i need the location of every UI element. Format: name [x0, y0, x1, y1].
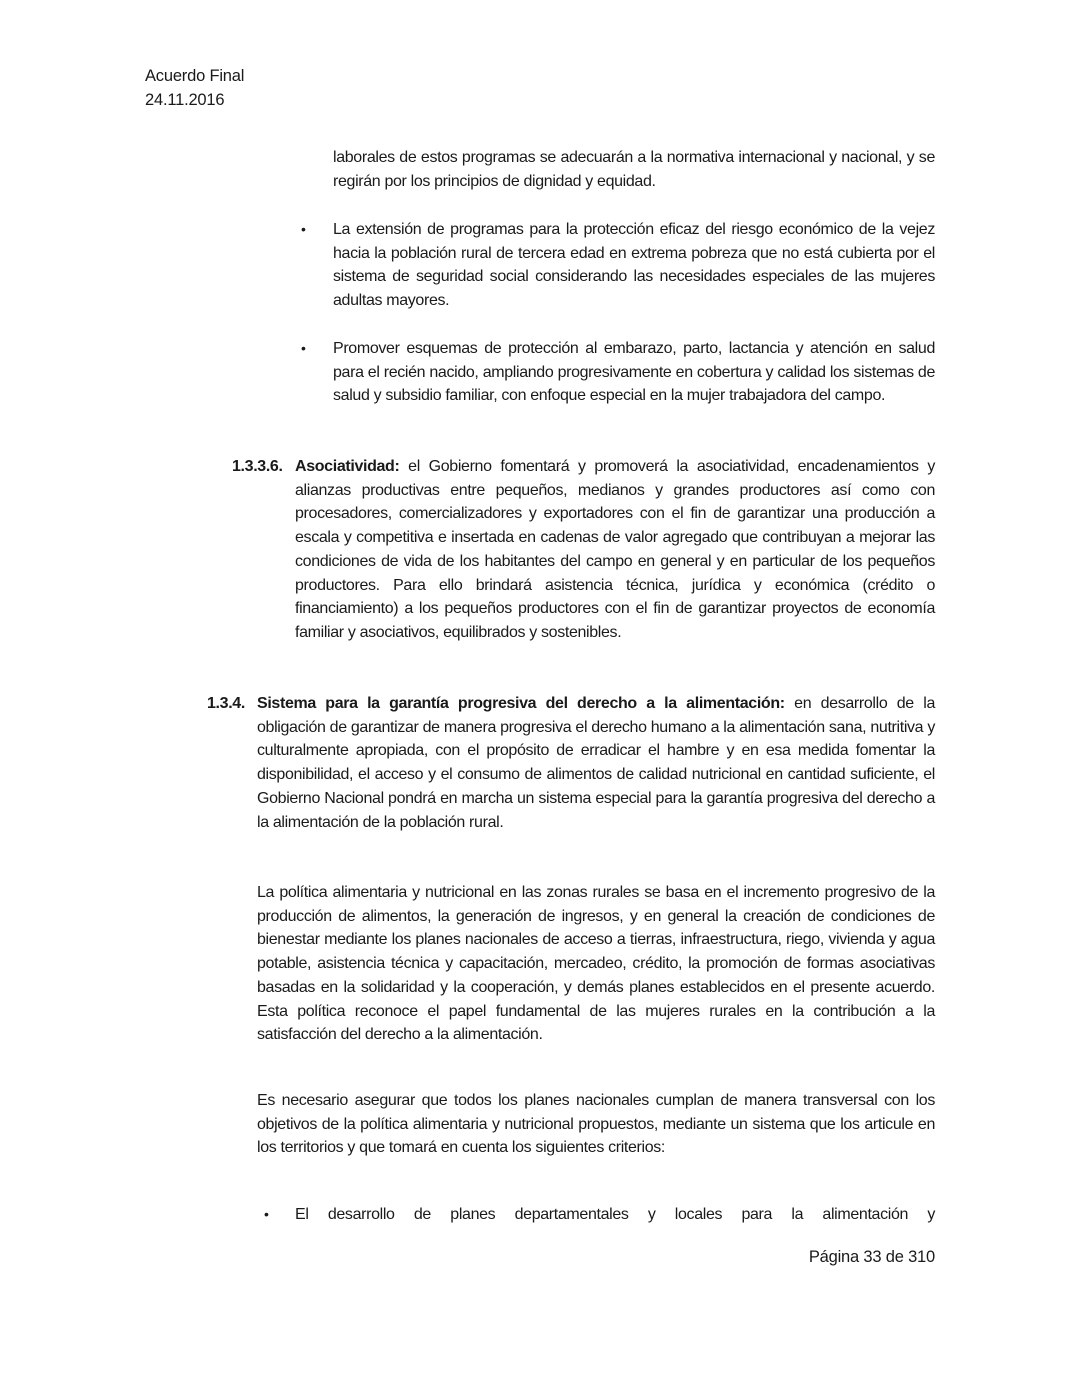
- section-heading: Sistema para la garantía progresiva del derecho a la alimentación:: [257, 695, 785, 712]
- document-title: Acuerdo Final: [145, 67, 245, 85]
- document-date: 24.11.2016: [145, 91, 225, 109]
- list-item: Promover esquemas de protección al embarazo, parto, lactancia y atención en salud para el recién nacido, ampliando progresivamente en cobertura y calidad los sistemas de salud y subsidio familiar, con enfoque especial en la mujer trabajadora del campo.: [333, 340, 935, 405]
- bullet-icon: •: [301, 221, 306, 237]
- page-header: [145, 64, 244, 112]
- bullet-icon: •: [264, 1206, 269, 1222]
- paragraph: Es necesario asegurar que todos los planes nacionales cumplan de manera transversal con los objetivos de la política alimentaria y nutricional propuestos, mediante un sistema que los articule en los territorios y que tomará en cuenta los siguientes criterios:: [257, 1092, 935, 1157]
- list-item: La extensión de programas para la protección eficaz del riesgo económico de la vejez hacia la población rural de tercera edad en extrema pobreza que no está cubierta por el sistema de seguridad social considerando las necesidades especiales de las mujeres adultas mayores.: [333, 221, 935, 310]
- section-body: el Gobierno fomentará y promoverá la asociatividad, encadenamientos y alianzas productivas entre pequeños, medianos y grandes productores así como con procesadores, comercializadores y exportadores con el fin de garantizar una producción a escala y competitiva e insertada en cadenas de valor agregado que contribuyan a mejorar las condiciones de vida de los habitantes del campo en general y en particular de los pequeños productores. Para ello brindará asistencia técnica, jurídica y económica (crédito o financiamiento) a los pequeños productores con el fin de garantizar proyectos de economía familiar y asociativos, equilibrados y sostenibles.: [295, 458, 935, 641]
- section-asociatividad: [295, 455, 935, 645]
- paragraph: La política alimentaria y nutricional en las zonas rurales se basa en el incremento progresivo de la producción de alimentos, la generación de ingresos, y en general la creación de condiciones de bienestar mediante los planes nacionales de acceso a tierras, infraestructura, riego, vivienda y agua potable, asistencia técnica y capacitación, mercadeo, crédito, la promoción de formas asociativas basadas en la solidaridad y la cooperación, y demás planes establecidos en el presente acuerdo. Esta política reconoce el papel fundamental de las mujeres rurales en la contribución a la satisfacción del derecho a la alimentación.: [257, 884, 935, 1044]
- section-body: en desarrollo de la obligación de garantizar de manera progresiva el derecho humano a la alimentación sana, nutritiva y culturalmente apropiada, con el propósito de erradicar el hambre y en esa medida fomentar la disponibilidad, el acceso y el consumo de alimentos de calidad nutricional en cantidad suficiente, el Gobierno Nacional pondrá en marcha un sistema especial para la garantía progresiva del derecho a la alimentación de la población rural.: [257, 695, 935, 831]
- section-number: 1.3.4.: [207, 695, 245, 712]
- page-number: Página 33 de 310: [808, 1248, 935, 1266]
- section-alimentacion: [257, 692, 935, 834]
- section-number: 1.3.3.6.: [232, 458, 283, 475]
- list-item: El desarrollo de planes departamentales y locales para la alimentación y: [295, 1206, 935, 1223]
- bullet-icon: •: [301, 340, 306, 356]
- continuation-paragraph: laborales de estos programas se adecuarán a la normativa internacional y nacional, y se regirán por los principios de dignidad y equidad.: [333, 149, 935, 190]
- section-heading: Asociatividad:: [295, 458, 400, 475]
